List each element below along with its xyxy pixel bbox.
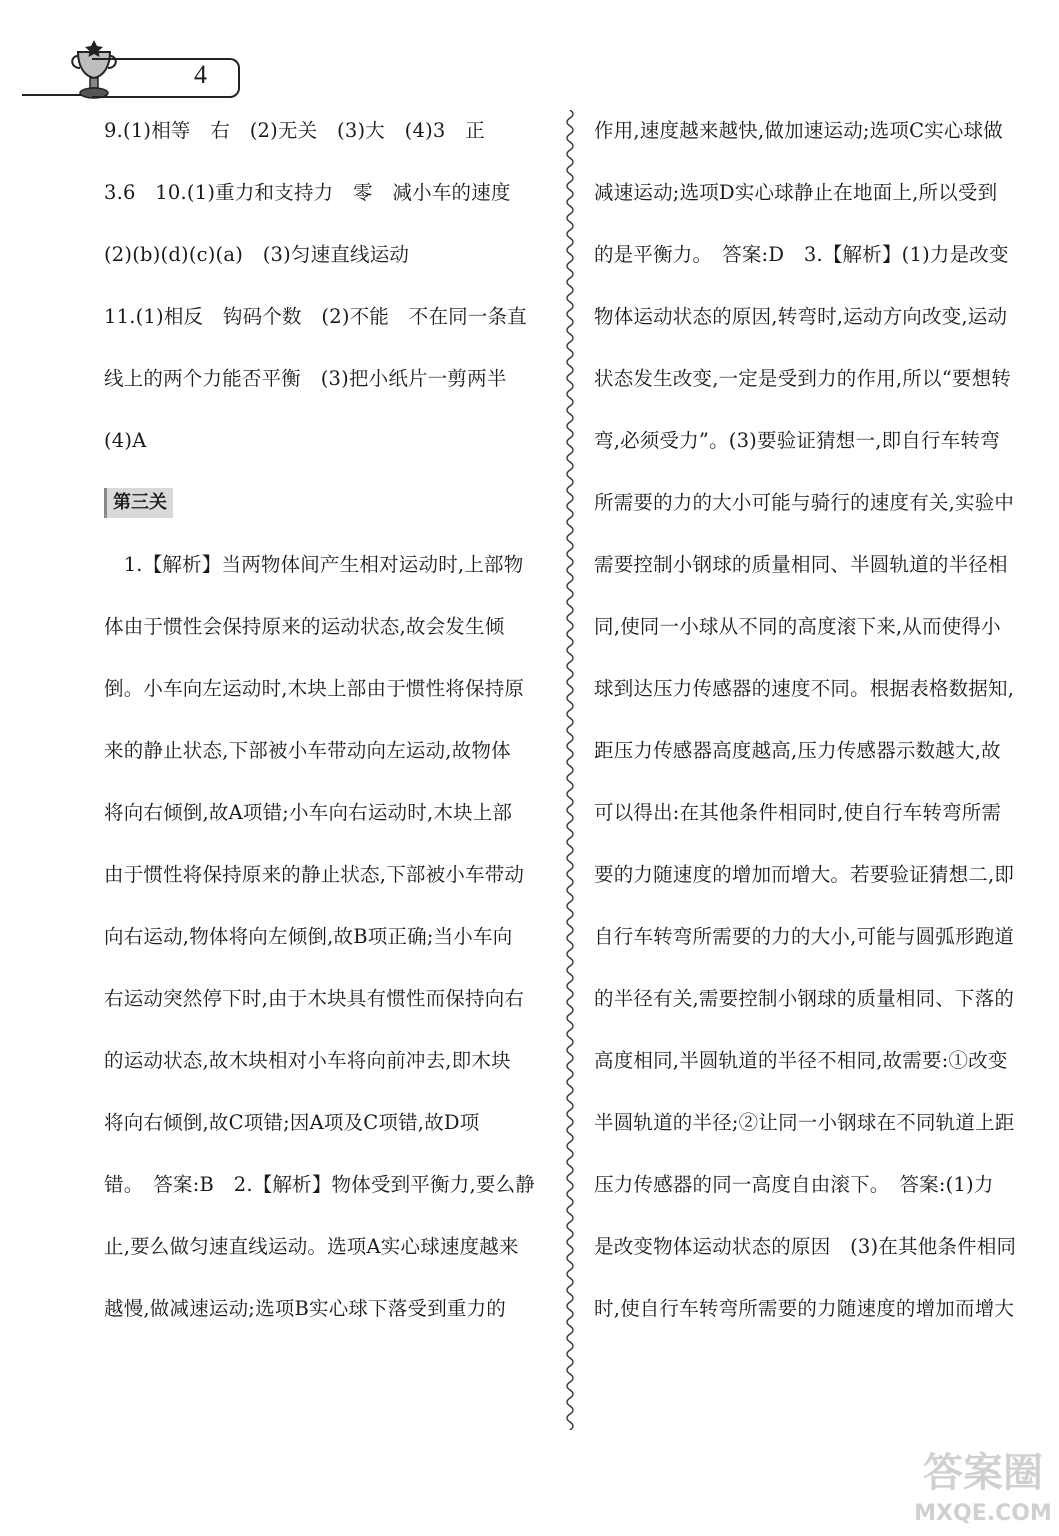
text-line: 9.(1)相等 右 (2)无关 (3)大 (4)3 正	[104, 119, 485, 142]
text-line: 的是平衡力。 答案:D 3.【解析】(1)力是改变	[594, 243, 1009, 266]
text-line: 距压力传感器高度越高,压力传感器示数越大,故	[594, 739, 1001, 762]
right-column	[594, 100, 1026, 1340]
text-line: 将向右倾倒,故A项错;小车向右运动时,木块上部	[104, 801, 513, 824]
text-line: 球到达压力传感器的速度不同。根据表格数据知,	[594, 677, 1015, 700]
text-line: 减速运动;选项D实心球静止在地面上,所以受到	[594, 181, 998, 204]
text-line: 同,使同一小球从不同的高度滚下来,从而使得小	[594, 615, 1001, 638]
page-number: 4	[194, 60, 207, 89]
section-heading-row	[104, 472, 544, 534]
text-line: 的运动状态,故木块相对小车将向前冲去,即木块	[104, 1049, 511, 1072]
text-line: (4)A	[104, 429, 147, 452]
page-header	[22, 38, 222, 102]
page-number-frame	[92, 58, 240, 98]
text-line: 错。 答案:B 2.【解析】物体受到平衡力,要么静	[104, 1173, 535, 1196]
text-line: 越慢,做减速运动;选项B实心球下落受到重力的	[104, 1297, 506, 1320]
text-line: 要的力随速度的增加而增大。若要验证猜想二,即	[594, 863, 1015, 886]
text-line: 是改变物体运动状态的原因 (3)在其他条件相同	[594, 1235, 1017, 1258]
text-line: 将向右倾倒,故C项错;因A项及C项错,故D项	[104, 1111, 480, 1134]
text-line: 弯,必须受力”。(3)要验证猜想一,即自行车转弯	[594, 429, 1000, 452]
text-line: 需要控制小钢球的质量相同、半圆轨道的半径相	[594, 553, 1008, 576]
text-line: 3.6 10.(1)重力和支持力 零 减小车的速度	[104, 181, 511, 204]
text-line: 压力传感器的同一高度自由滚下。 答案:(1)力	[594, 1173, 994, 1196]
wavy-column-divider	[563, 110, 577, 1430]
watermark-logo	[913, 1434, 1053, 1530]
text-line: 右运动突然停下时,由于木块具有惯性而保持向右	[104, 987, 525, 1010]
svg-text:MXQE.COM: MXQE.COM	[914, 1501, 1052, 1526]
text-line: 物体运动状态的原因,转弯时,运动方向改变,运动	[594, 305, 1008, 328]
text-line: 由于惯性将保持原来的静止状态,下部被小车带动	[104, 863, 525, 886]
text-line: 所需要的力的大小可能与骑行的速度有关,实验中	[594, 491, 1015, 514]
text-line: 向右运动,物体将向左倾倒,故B项正确;当小车向	[104, 925, 513, 948]
text-line: (2)(b)(d)(c)(a) (3)匀速直线运动	[104, 243, 410, 266]
text-line: 的半径有关,需要控制小钢球的质量相同、下落的	[594, 987, 1015, 1010]
text-line: 半圆轨道的半径;②让同一小钢球在不同轨道上距	[594, 1111, 1015, 1134]
section-heading: 第三关	[104, 488, 173, 518]
text-line: 体由于惯性会保持原来的运动状态,故会发生倾	[104, 615, 505, 638]
text-line: 高度相同,半圆轨道的半径不相同,故需要:①改变	[594, 1049, 1008, 1072]
text-line: 自行车转弯所需要的力的大小,可能与圆弧形跑道	[594, 925, 1015, 948]
text-line: 来的静止状态,下部被小车带动向左运动,故物体	[104, 739, 511, 762]
text-line: 时,使自行车转弯所需要的力随速度的增加而增大	[594, 1297, 1015, 1320]
text-line: 止,要么做匀速直线运动。选项A实心球速度越来	[104, 1235, 519, 1258]
text-line: 倒。小车向左运动时,木块上部由于惯性将保持原	[104, 677, 525, 700]
text-line: 状态发生改变,一定是受到力的作用,所以“要想转	[594, 367, 1011, 390]
svg-text:答案圈: 答案圈	[923, 1450, 1043, 1496]
text-line: 1.【解析】当两物体间产生相对运动时,上部物	[104, 553, 524, 576]
text-line: 线上的两个力能否平衡 (3)把小纸片一剪两半	[104, 367, 507, 390]
text-line: 可以得出:在其他条件相同时,使自行车转弯所需	[594, 801, 1002, 824]
text-line: 11.(1)相反 钩码个数 (2)不能 不在同一条直	[104, 305, 527, 328]
left-column	[104, 100, 544, 1340]
text-line: 作用,速度越来越快,做加速运动;选项C实心球做	[594, 119, 1003, 142]
